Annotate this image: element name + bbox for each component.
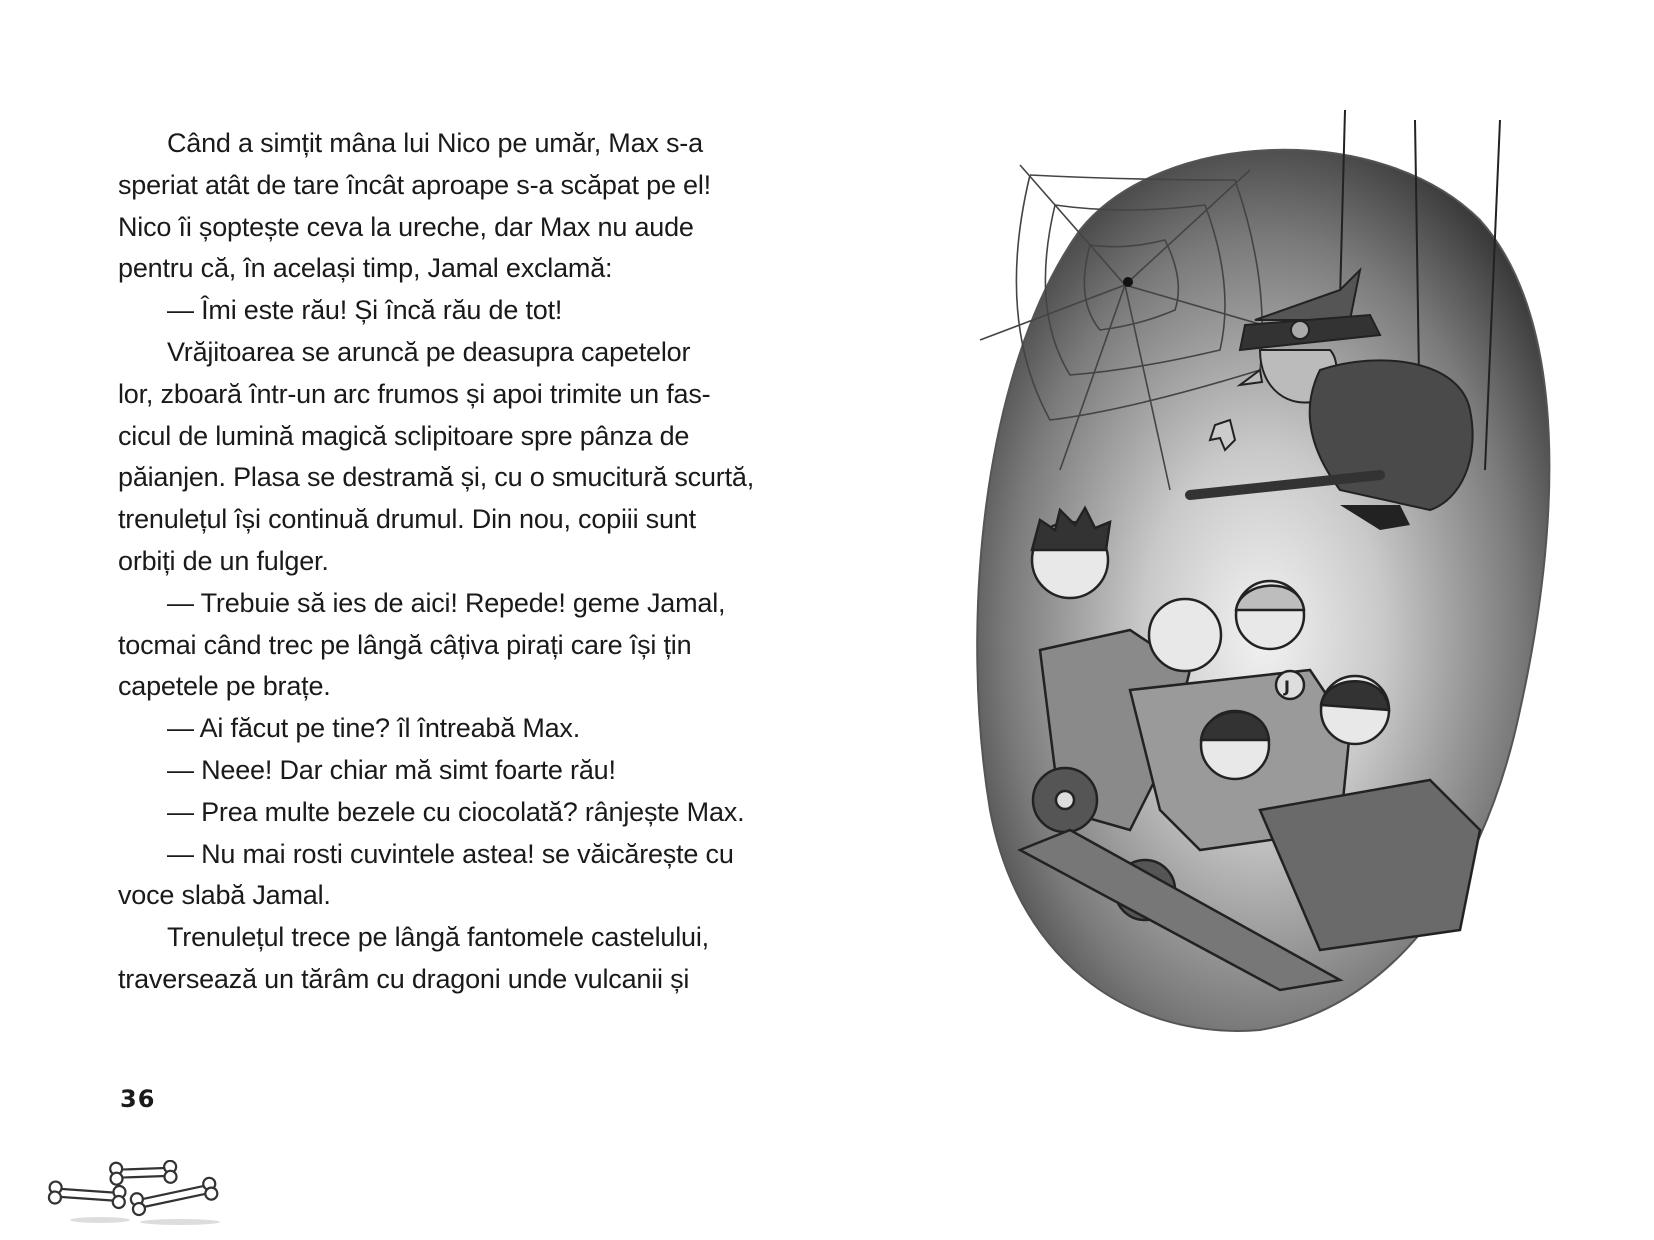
text-line: trenulețul își continuă drumul. Din nou, copiii sunt: [118, 504, 696, 535]
shirt-letter: J: [1284, 677, 1290, 696]
text-line: Când a simțit mâna lui Nico pe umăr, Max s-a: [167, 128, 703, 158]
text-line: tocmai când trec pe lângă câțiva pirați care își țin: [118, 629, 692, 660]
text-line: Vrăjitoarea se aruncă pe deasupra capetelor: [167, 336, 691, 367]
text-line: capetele pe brațe.: [118, 671, 331, 702]
text-line: speriat atât de tare încât aproape s-a scăpat pe el!: [118, 169, 711, 200]
page-number: 36: [120, 1085, 156, 1113]
text-line: lor, zboară într-un arc frumos și apoi trimite un fas-: [118, 378, 711, 409]
text-line: voce slabă Jamal.: [118, 880, 331, 911]
text-line: Nico îi șoptește ceva la ureche, dar Max nu aude: [118, 211, 694, 242]
text-line: — Prea multe bezele cu ciocolată? rânjește Max.: [167, 796, 745, 827]
ghost-train-illustration: [960, 110, 1600, 1040]
text-line: — Îmi este rău! Și încă rău de tot!: [167, 295, 563, 326]
text-line: orbiți de un fulger.: [118, 545, 329, 576]
text-line: — Trebuie să ies de aici! Repede! geme Jamal,: [167, 587, 726, 618]
text-line: Trenulețul trece pe lângă fantomele castelului,: [167, 922, 709, 953]
text-line: cicul de lumină magică sclipitoare spre pânza de: [118, 420, 690, 451]
text-line: — Nu mai rosti cuvintele astea! se văicărește cu: [167, 838, 734, 869]
text-line: traversează un tărâm cu dragoni unde vulcanii și: [118, 963, 690, 994]
spider-icon: [1123, 277, 1133, 287]
text-line: păianjen. Plasa se destramă și, cu o smucitură scurtă,: [118, 462, 755, 493]
text-line: — Neee! Dar chiar mă simt foarte rău!: [167, 754, 616, 785]
text-line: pentru că, în același timp, Jamal exclamă:: [118, 253, 613, 284]
body-text: [118, 123, 758, 1001]
child-max-icon: [1149, 599, 1221, 671]
text-line: — Ai făcut pe tine? îl întreabă Max.: [167, 713, 581, 744]
bones-ornament-icon: [40, 1160, 230, 1230]
